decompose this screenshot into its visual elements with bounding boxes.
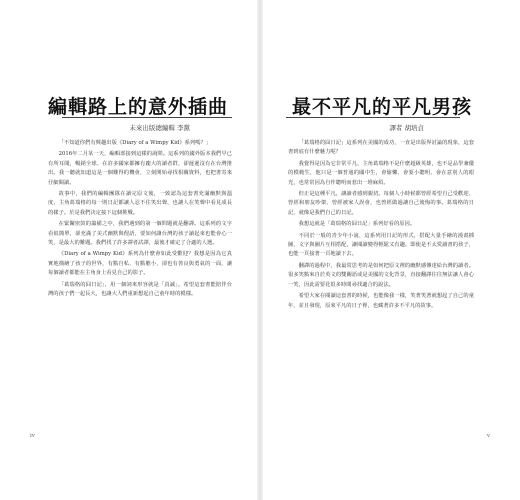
paragraph: 「葛瑞格的囧日記」，用一個詞來形容就是「真誠」。希望這套書能陪伴台灣的孩子們一起長大，也讓大人們重新想起自己童年時的模樣。: [48, 281, 232, 298]
body-text: [48, 139, 232, 302]
paragraph: 在緊鑼密鼓的籌備之中，我們遇到的第一個問題就是翻譯。這系列的文字看似簡單，卻充滿了美式幽默與俚語，要如何讓台灣的孩子讀起來也能會心一笑，是最大的難題。我們找了許多譯者試譯，最後才確定了合適的人選。: [48, 221, 232, 247]
paragraph: 不同於一般的青少年小說，這系列用日記的形式，搭配大量手繪的漫畫插圖，文字與圖片互相搭配，讓閱讀變得輕鬆又有趣。即使是不太愛讀書的孩子，也能一頁接著一頁地讀下去。: [288, 232, 474, 258]
right-page: [262, 0, 520, 500]
paragraph: 2016年二月某一天，編輯部接到這樣的詢問。這系列的國外版本我們早已有所耳聞，暢銷全球、在許多國家都擁有龐大的讀者群，卻遲遲沒有在台灣推出。我一聽就知道這是一個難得的機會，立刻開始尋找相關資料，也把書寄來仔細閱讀。: [48, 151, 232, 186]
paragraph: 《Diary of a Wimpy Kid》系列為什麼會如此受歡迎？我想是因為它真實地描繪了孩子的世界，有點自私、有點膽小，卻也有善良與勇氣的一面，讓每個讀者都能在主角身上看見自己的影子。: [48, 251, 232, 277]
paragraph: 「不知道你們有興趣出版《Diary of a Wimpy Kid》系列嗎？」: [58, 140, 212, 146]
page-title: 編輯路上的意外插曲: [47, 96, 228, 118]
paragraph: 我覺得是因為它非常平凡，主角葛瑞格不是什麼超級英雄，也不是品學兼優的模範生，他只是一個普通的國中生，會偷懶、會耍小聰明、會在意別人的眼光，也常常因為自作聰明而惹出一堆麻煩。: [288, 160, 474, 186]
paragraph: 翻譯的過程中，我最常思考的是如何把原文裡的幽默感傳達給台灣的讀者。很多笑點來自於英文的雙關語或是美國的文化背景，直接翻譯往往無法讓人會心一笑，因此需要花很多時間尋找適合的說法。: [288, 262, 474, 288]
paragraph: 我想這就是「葛瑞格的囧日記」系列好看的原因。: [298, 221, 416, 228]
paragraph: 希望大家在閱讀這套書的時候，也能像我一樣，笑著笑著就想起了自己的童年，並且發現，原來平凡的日子裡，也藏著許多不平凡的故事。: [288, 293, 474, 309]
paragraph: 「葛瑞格的囧日記」這系列在美國的成功，一直是出版界討論的現象，這套書到底有什麼魅力呢？: [288, 140, 474, 156]
body-text: [288, 139, 474, 313]
translator-byline: 譯者 胡培貞: [389, 124, 424, 132]
title-rule: [286, 117, 460, 118]
left-page: [0, 0, 258, 500]
paragraph: 故事中，我們的編輯團隊在讀完原文後，一致認為這套書充滿幽默與溫度，主角葛瑞格的每一則日記都讓人忍不住笑出聲，也讓人在笑聲中看見成長的樣子。於是我們決定接下這個挑戰。: [48, 191, 232, 216]
page-title: 最不平凡的平凡男孩: [291, 96, 472, 118]
page-number: v: [486, 433, 490, 439]
author-byline: 未來出版總編輯 李黨: [129, 124, 190, 132]
title-rule: [62, 117, 232, 118]
paragraph: 但正是這種平凡，讓讀者感到親切。每個人小時候都曾經希望自己受歡迎、曾經和朋友吵架、曾經被家人誤會，也曾經做過讓自己後悔的事。葛瑞格的日記，就像是我們自己的日記。: [288, 191, 474, 216]
page-number: iv: [30, 433, 35, 439]
